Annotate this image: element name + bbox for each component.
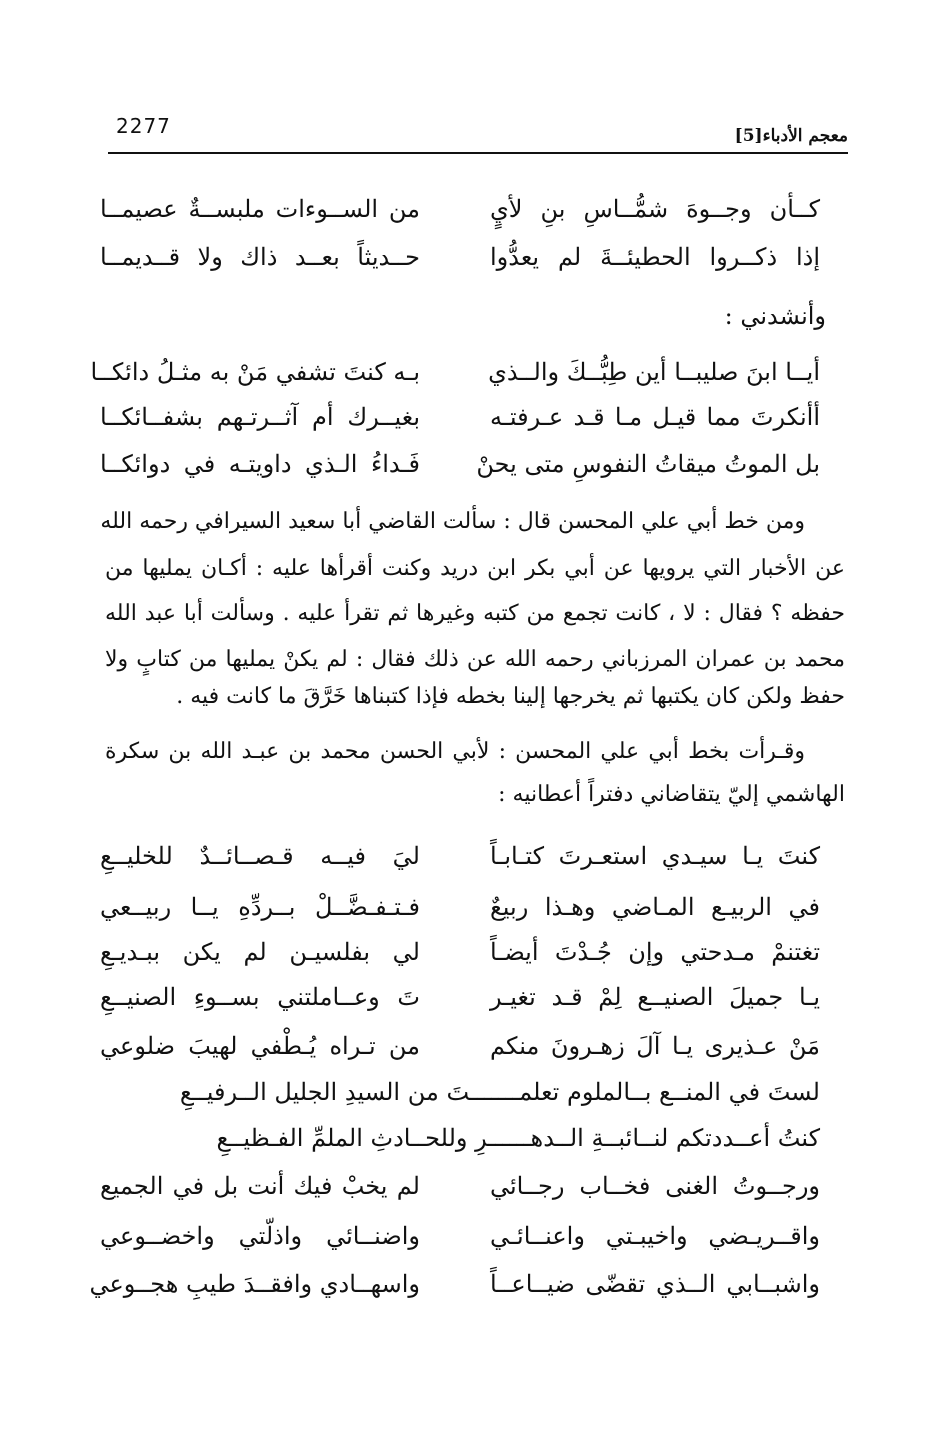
prose-line: حفظ ولكن كان يكتبها ثم يخرجها إلينا بخطه فإذا كتبناها خَرَّقَ ما كانت فيه . bbox=[176, 684, 845, 709]
verse-second-hemistich: لي بفلسيـن لم يكن ببـديـعِ bbox=[100, 938, 420, 966]
verse-first-hemistich: أيــا ابنَ صليبــا أين طِبُّــكَ والــذي bbox=[488, 358, 820, 386]
verse bbox=[100, 233, 820, 281]
page-number: 2277 bbox=[116, 114, 171, 138]
verse-joined: كنتُ أعــددتكم لنــائبــةِ الــدهــــــرِ وللحــادثِ الملمِّ الفـظيــعِ bbox=[216, 1124, 820, 1152]
prose-line: عن الأخبار التي يرويها عن أبي بكر ابن دريد وكنت أقرأها عليه : أكـان يمليها من bbox=[105, 556, 845, 581]
verse-second-hemistich: بغيــرك أم آثــرتـهم بشفــائكــا bbox=[100, 403, 420, 431]
verse bbox=[100, 973, 820, 1021]
verse-second-hemistich: بـه كنتَ تشفي مَنْ به مثـلُ دائكــا bbox=[90, 358, 420, 386]
verse-second-hemistich: ليَ فيــه قـصــائــدٌ للخليــعِ bbox=[100, 842, 420, 870]
verse bbox=[100, 883, 820, 931]
verse bbox=[90, 348, 820, 396]
verse-first-hemistich: إذا ذكــروا الحطيئــةَ لم يعدُّوا bbox=[490, 243, 820, 271]
verse-first-hemistich: كنتَ يـا سيـدي استعـرتَ كتـابـاً bbox=[490, 842, 820, 870]
verse-first-hemistich: يـا جميلَ الصنيــع لِمْ قـد تغيـر bbox=[490, 983, 820, 1011]
verse bbox=[100, 1022, 820, 1070]
verse-first-hemistich: كــأن وجــوهَ شمُّــاسِ بنِ لأيٍ bbox=[490, 195, 820, 223]
book-title: معجم الأدباء[5] bbox=[734, 126, 848, 146]
verse-first-hemistich: ورجــوتُ الغنى فخــاب رجــائي bbox=[490, 1172, 820, 1200]
verse-second-hemistich: فَـداءُ الـذي داويتـه في دوائكــا bbox=[100, 450, 420, 478]
verse-first-hemistich: أأنكرتَ مما قيـل مـا قـد عـرفتـه bbox=[490, 403, 820, 431]
verse bbox=[100, 832, 820, 880]
verse-second-hemistich: تَ وعــاملتني بســوءِ الصنيــعِ bbox=[100, 983, 420, 1011]
recital-heading: وأنشدني : bbox=[724, 302, 826, 330]
verse-first-hemistich: واشبــابي الــذي تقضّى ضيــاعــاً bbox=[490, 1270, 820, 1298]
prose-line: محمد بن عمران المرزباني رحمه الله عن ذلك فقال : لم يكنْ يمليها من كتابٍ ولا bbox=[105, 647, 845, 672]
verse bbox=[100, 1162, 820, 1210]
verse bbox=[100, 440, 820, 488]
verse-second-hemistich: حــديثاً بعــد ذاك ولا قــديمــا bbox=[100, 243, 420, 271]
verse bbox=[100, 185, 820, 233]
verse bbox=[100, 1212, 820, 1260]
verse bbox=[89, 1260, 820, 1308]
verse-first-hemistich: مَنْ عـذيرى يـا آلَ زهـرونَ منكم bbox=[490, 1032, 820, 1060]
verse bbox=[100, 928, 820, 976]
verse bbox=[100, 393, 820, 441]
verse-second-hemistich: لم يخبْ فيك أنت بل في الجميع bbox=[100, 1172, 420, 1200]
verse-first-hemistich: تغتنمْ مـدحتي وإن جُـدْتَ أيضـاً bbox=[490, 938, 820, 966]
verse-first-hemistich: واقــريـضي واخيبـتي واعنــائـي bbox=[490, 1222, 820, 1250]
prose-line: حفظه ؟ فقال : لا ، كانت تجمع من كتبه وغيرها ثم تقرأ عليه . وسألت أبا عبد الله bbox=[105, 601, 845, 626]
verse-second-hemistich: واضنــائي واذلّتي واخضــوعي bbox=[100, 1222, 420, 1250]
verse-second-hemistich: واسهــادي وافقــدَ طيبِ هجــوعي bbox=[89, 1270, 420, 1298]
prose-line: الهاشمي إليّ يتقاضاني دفتراً أعطانيه : bbox=[498, 782, 845, 807]
verse-second-hemistich: فـتـفـضَّــلْ بــردِّهِ يــا ربيــعي bbox=[100, 893, 420, 921]
prose-line: ومن خط أبي علي المحسن قال : سألت القاضي أبا سعيد السيرافي رحمه الله bbox=[100, 509, 805, 534]
verse-first-hemistich: في الربيـع المـاضي وهـذا ربيعٌ bbox=[490, 893, 820, 921]
verse-second-hemistich: من تـراه يُـطْفي لهيبَ ضلوعي bbox=[100, 1032, 420, 1060]
verse-joined: لستَ في المنــع بــالملوم تعلمـــــــتَ من السيدِ الجليل الــرفيــعِ bbox=[179, 1078, 820, 1106]
verse-second-hemistich: من الســوءات ملبســةٌ عصيمــا bbox=[100, 195, 420, 223]
verse-first-hemistich: بل الموتُ ميقاتُ النفوسِ متى يحنْ bbox=[476, 450, 820, 478]
prose-line: وقـرأت بخط أبي علي المحسن : لأبي الحسن محمد بن عبـد الله بن سكرة bbox=[105, 739, 805, 764]
page-header bbox=[108, 112, 848, 154]
